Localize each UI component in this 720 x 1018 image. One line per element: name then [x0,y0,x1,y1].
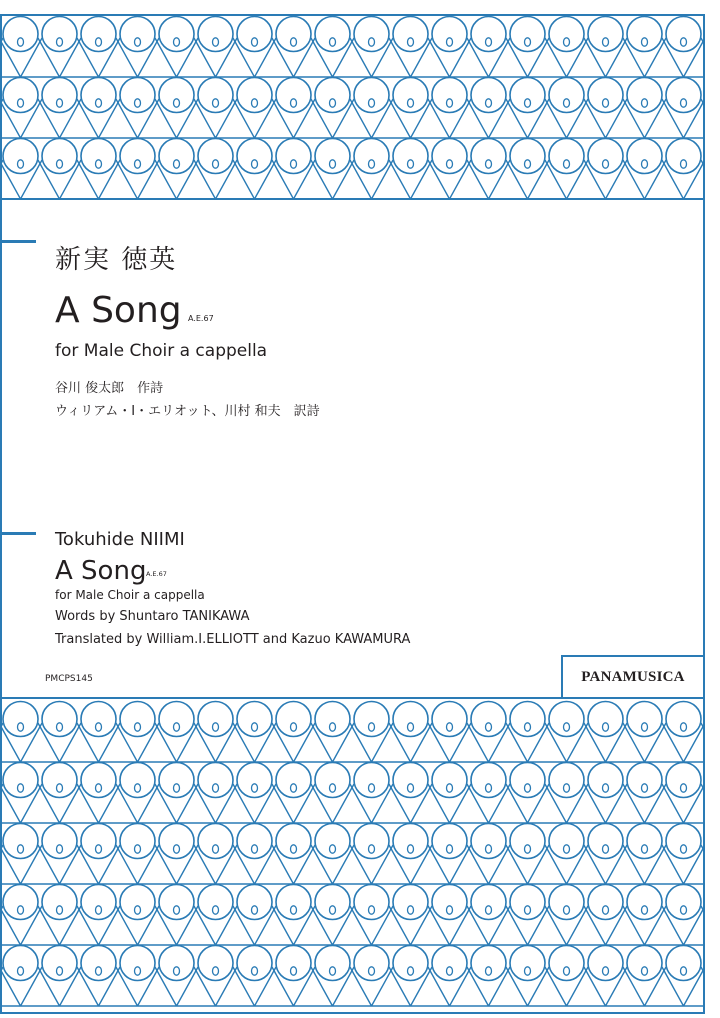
pattern-row [1,763,703,824]
composer-name-en: Tokuhide NIIMI [55,529,185,550]
translator-en: Translated by William.I.ELLIOTT and Kazuo KAWAMURA [55,632,411,647]
translator-jp: ウィリアム・I・エリオット、川村 和夫 訳詩 [55,404,320,419]
subtitle-en: for Male Choir a cappella [55,588,205,602]
pattern-row [1,17,703,78]
pattern-row [1,702,703,763]
composer-name-jp: 新実 徳英 [55,245,178,275]
catalog-number: PMCPS145 [45,674,93,684]
pattern-row [1,824,703,885]
publisher-name: PANAMUSICA [581,668,685,685]
top-pattern-band [1,14,703,200]
choir-pattern [1,14,703,198]
accent-bar-jp [0,240,36,243]
subtitle: for Male Choir a cappella [55,341,268,361]
publisher-logo [561,655,703,697]
bottom-pattern-band [1,697,703,1014]
pattern-row [1,78,703,139]
choir-pattern [1,699,703,1014]
pattern-row [1,946,703,1007]
pattern-row [1,139,703,199]
catalog-suffix: A.E.67 [188,314,214,323]
title: A Song [55,290,182,331]
lyricist-jp: 谷川 俊太郎 作詩 [55,381,164,396]
title-en: A Song [55,556,147,586]
accent-bar-en [0,532,36,535]
lyricist-en: Words by Shuntaro TANIKAWA [55,609,250,624]
pattern-row [1,885,703,946]
catalog-suffix-en: A.E.67 [146,570,167,578]
